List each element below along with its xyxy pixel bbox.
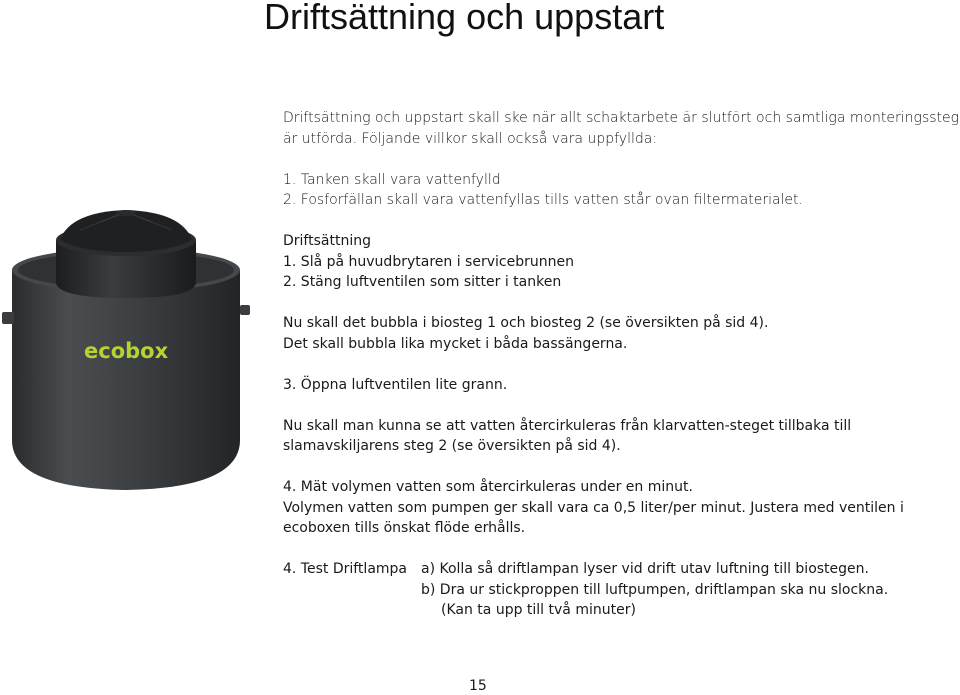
document-body [283,108,960,621]
startup-step: 1. Slå på huvudbrytaren i servicebrunnen [283,253,574,270]
brand-label: ecobox [84,339,169,363]
intro-line: är utförda. Följande villkor skall också vara uppfyllda: [283,130,658,147]
test-label: 4. Test Driftlampa [283,561,407,577]
paragraph-line: Det skall bubbla lika mycket i båda bassängerna. [283,335,628,352]
measure-line: Volymen vatten som pumpen ger skall vara ca 0,5 liter/per minut. Justera med ventilen i [283,499,904,516]
paragraph-line: Nu skall man kunna se att vatten återcirkuleras från klarvatten-steget tillbaka till [283,417,852,434]
condition-item: 2. Fosforfällan skall vara vattenfyllas tills vatten står ovan filtermaterialet. [283,192,803,208]
section-heading: Driftsättning [283,233,371,249]
test-item-b-note: (Kan ta upp till två minuter) [441,602,636,618]
measure-line: 4. Mät volymen vatten som återcirkuleras under en minut. [283,479,693,495]
condition-item: 1. Tanken skall vara vattenfylld [283,171,501,188]
paragraph-line: slamavskiljarens steg 2 (se översikten på sid 4). [283,438,621,454]
test-item-b: b) Dra ur stickproppen till luftpumpen, driftlampan ska nu slockna. [421,581,889,598]
test-section [283,559,960,621]
measure-line: ecoboxen tills önskat flöde erhålls. [283,520,526,536]
intro-line: Driftsättning och uppstart skall ske när allt schaktarbete är slutfört och samtliga monteringssteg [283,110,960,126]
page-title: Driftsättning och uppstart [264,0,665,37]
startup-step: 2. Stäng luftventilen som sitter i tanken [283,274,562,290]
test-item-a: a) Kolla så driftlampan lyser vid drift utav luftning till biostegen. [421,561,869,577]
paragraph-line: Nu skall det bubbla i biosteg 1 och biosteg 2 (se översikten på sid 4). [283,315,769,331]
ecobox-tank-image [0,200,260,500]
page-number: 15 [469,678,487,694]
step-three: 3. Öppna luftventilen lite grann. [283,376,508,393]
